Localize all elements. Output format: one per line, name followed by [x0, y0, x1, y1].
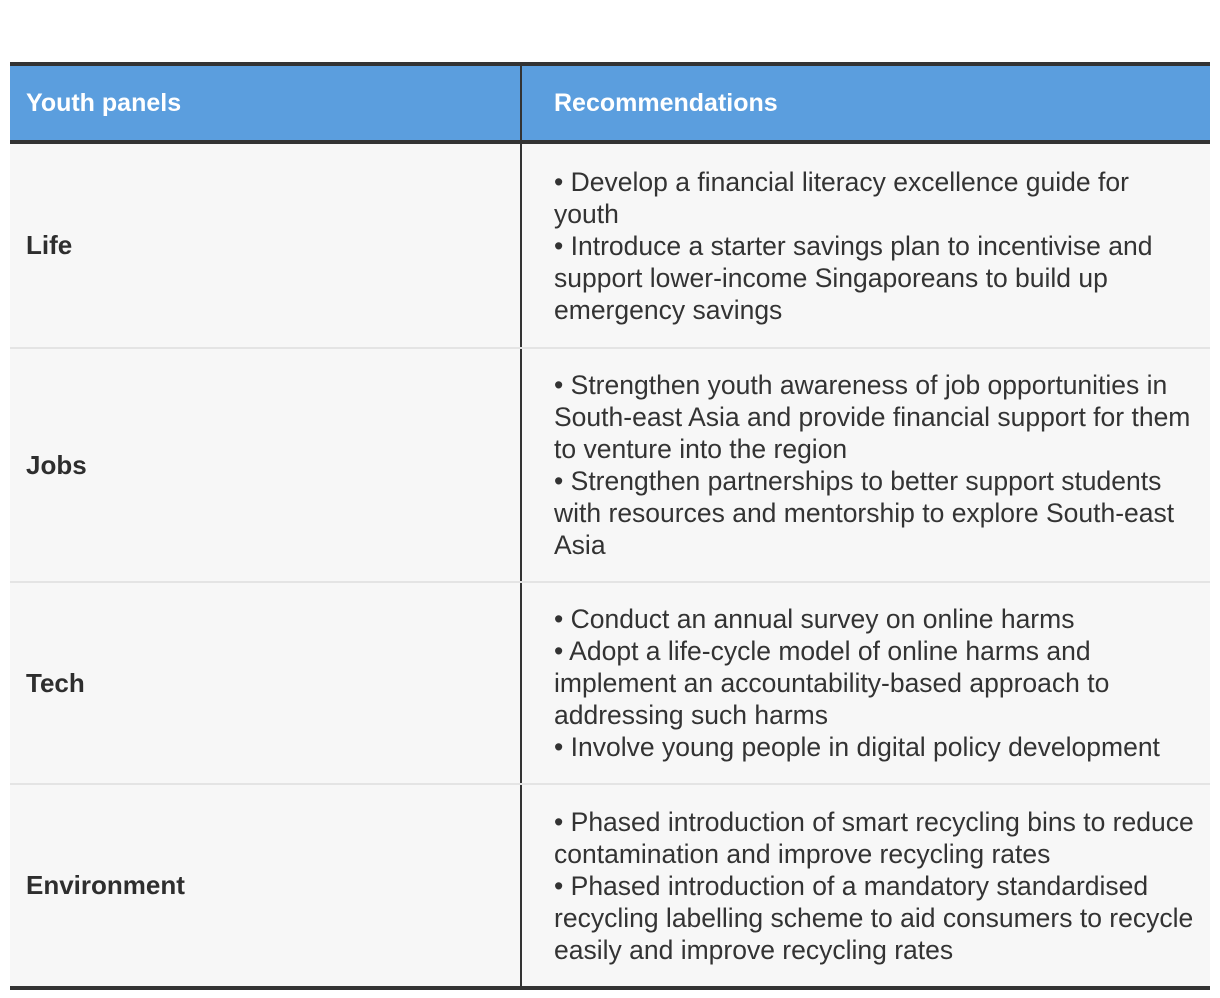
- table-row: [10, 784, 1210, 986]
- table-row: [10, 582, 1210, 784]
- table-header: [10, 66, 1210, 142]
- panel-name: Tech: [10, 582, 521, 784]
- recommendation-item: • Involve young people in digital policy development: [554, 732, 1160, 762]
- recommendations-cell: [521, 348, 1210, 582]
- recommendation-item: • Introduce a starter savings plan to incentivise and support lower-income Singaporeans to build up emergency savings: [554, 230, 1153, 325]
- recommendations-table: [10, 66, 1210, 986]
- recommendation-item: • Adopt a life-cycle model of online harms and implement an accountability-based approach to addressing such harms: [554, 636, 1110, 730]
- recommendations-cell: [521, 784, 1210, 986]
- recommendations-cell: [521, 142, 1210, 348]
- recommendation-item: • Strengthen youth awareness of job opportunities in South-east Asia and provide financial support for them to venture into the region: [554, 370, 1191, 464]
- header-row: [10, 66, 1210, 142]
- recommendation-item: • Develop a financial literacy excellence guide for youth: [554, 166, 1129, 229]
- recommendation-item: • Strengthen partnerships to better support students with resources and mentorship to explore South-east Asia: [554, 466, 1175, 560]
- recommendations-cell: [521, 582, 1210, 784]
- panel-name: Life: [10, 142, 521, 348]
- recommendation-item: • Conduct an annual survey on online harms: [554, 604, 1075, 634]
- recommendation-item: • Phased introduction of a mandatory standardised recycling labelling scheme to aid consumers to recycle easily and improve recycling rates: [554, 870, 1194, 965]
- header-youth-panels: Youth panels: [10, 66, 521, 142]
- table-row: [10, 142, 1210, 348]
- recommendation-item: • Phased introduction of smart recycling bins to reduce contamination and improve recycling rates: [554, 806, 1194, 869]
- table-body: [10, 142, 1210, 986]
- panel-name: Environment: [10, 784, 521, 986]
- panel-name: Jobs: [10, 348, 521, 582]
- youth-panels-table: [10, 62, 1210, 990]
- table-row: [10, 348, 1210, 582]
- header-recommendations: Recommendations: [521, 66, 1210, 142]
